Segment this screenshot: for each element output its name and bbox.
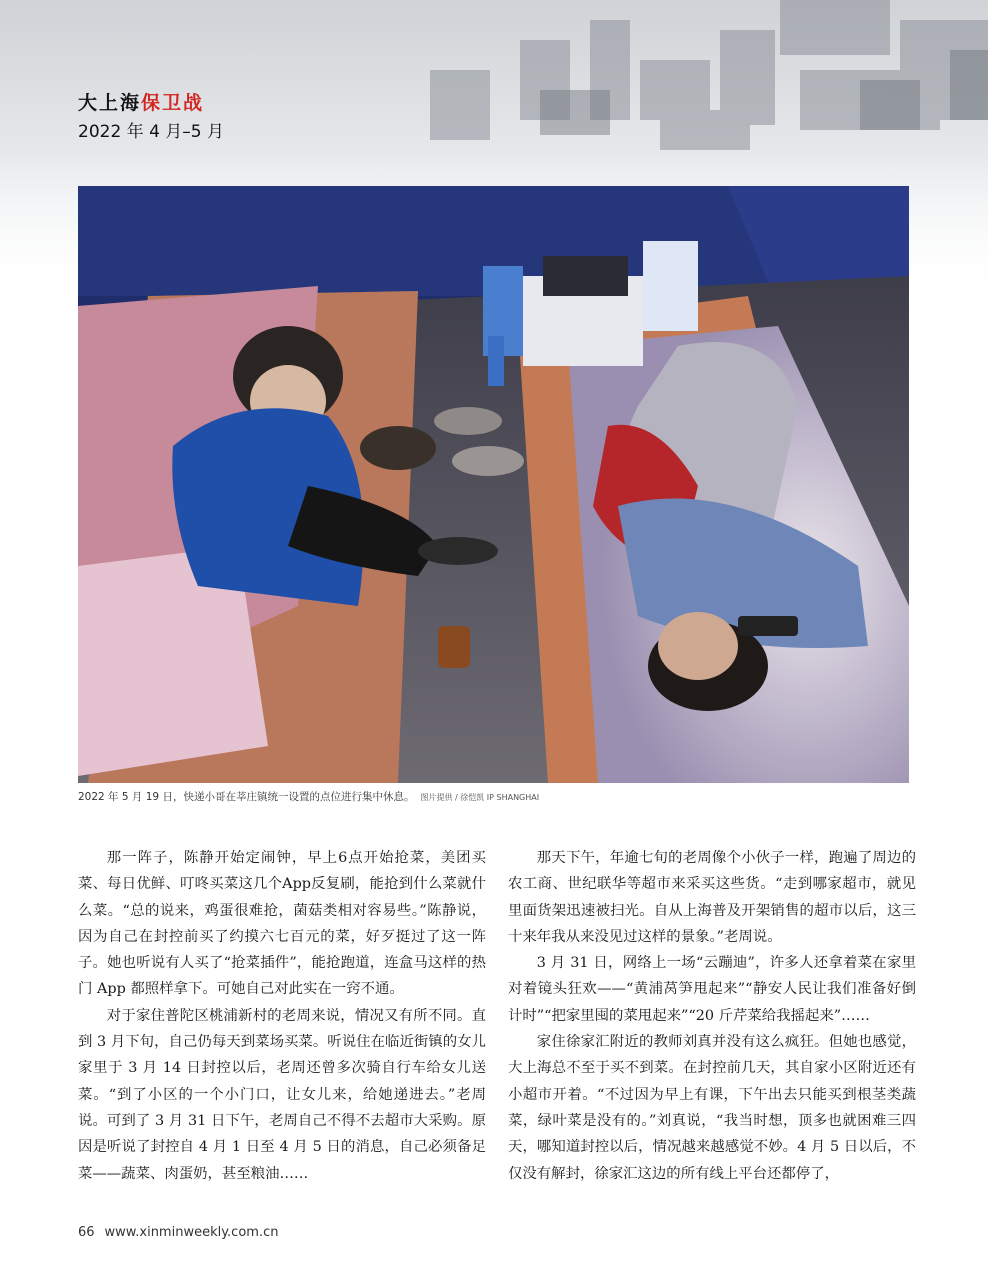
series-title-accent: 保卫战 <box>141 92 205 114</box>
page-footer <box>78 1225 278 1240</box>
paragraph: 那天下午，年逾七旬的老周像个小伙子一样，跑遍了周边的农工商、世纪联华等超市来采买这些货。“走到哪家超市，就见里面货架迅速被扫光。自从上海普及开架销售的超市以后，这三十来年我从来没见过这样的景象。”老周说。 <box>508 850 916 945</box>
website-link[interactable]: www.xinminweekly.com.cn <box>104 1225 279 1240</box>
series-date: 2022 年 4 月–5 月 <box>78 122 225 142</box>
series-title-prefix: 大上海 <box>78 92 142 114</box>
series-title <box>78 88 224 115</box>
page-number: 66 <box>78 1225 95 1240</box>
paragraph: 3 月 31 日，网络上一场“云蹦迪”，许多人还拿着菜在家里对着镜头狂欢——“黄浦莴笋甩起来”“静安人民让我们准备好倒计时”“把家里囤的菜甩起来”“20 斤芹菜给我摇起来”…… <box>508 955 916 1024</box>
paragraph: 那一阵子，陈静开始定闹钟，早上6点开始抢菜，美团买菜、每日优鲜、叮咚买菜这几个App反复刷，能抢到什么菜就什么菜。“总的说来，鸡蛋很难抢，菌菇类相对容易些。”陈静说，因为自己在封控前买了约摸六七百元的菜，好歹挺过了这一阵子。她也听说有人买了“抢菜插件”，能抢跑道，连盒马这样的热门 App 都照样拿下。可她自己对此实在一窍不通。 <box>78 850 486 998</box>
series-header <box>78 88 224 142</box>
article-column-right <box>508 845 916 1187</box>
photo-caption <box>78 789 539 804</box>
paragraph: 对于家住普陀区桃浦新村的老周来说，情况又有所不同。直到 3 月下旬，自己仍每天到菜场买菜。听说住在临近街镇的女儿家里于 3 月 14 日封控以后，老周还曾多次骑自行车给女儿送菜。“到了小区的一个小门口，让女儿来，给她递进去。”老周说。可到了 3 月 31 日下午，老周自己不得不去超市大采购。原因是听说了封控自 4 月 1 日至 4 月 5 日的消息，自己必须备足菜——蔬菜、肉蛋奶，甚至粮油…… <box>78 1007 486 1182</box>
photo-illustration <box>78 186 909 783</box>
article-photo <box>78 186 909 783</box>
article-column-left <box>78 845 486 1187</box>
caption-text: 2022 年 5 月 19 日，快递小哥在莘庄镇统一设置的点位进行集中休息。 <box>78 791 415 803</box>
caption-credit: 图片提供 / 徐恺凯 IP SHANGHAI <box>420 793 540 802</box>
paragraph: 家住徐家汇附近的教师刘真并没有这么疯狂。但她也感觉，大上海总不至于买不到菜。在封控前几天，其自家小区附近还有小超市开着。“不过因为早上有课，下午出去只能买到根茎类蔬菜，绿叶菜是没有的。”刘真说，“我当时想，顶多也就困难三四天，哪知道封控以后，情况越来越感觉不妙。4 月 5 日以后，不仅没有解封，徐家汇这边的所有线上平台还都停了， <box>508 1034 916 1182</box>
